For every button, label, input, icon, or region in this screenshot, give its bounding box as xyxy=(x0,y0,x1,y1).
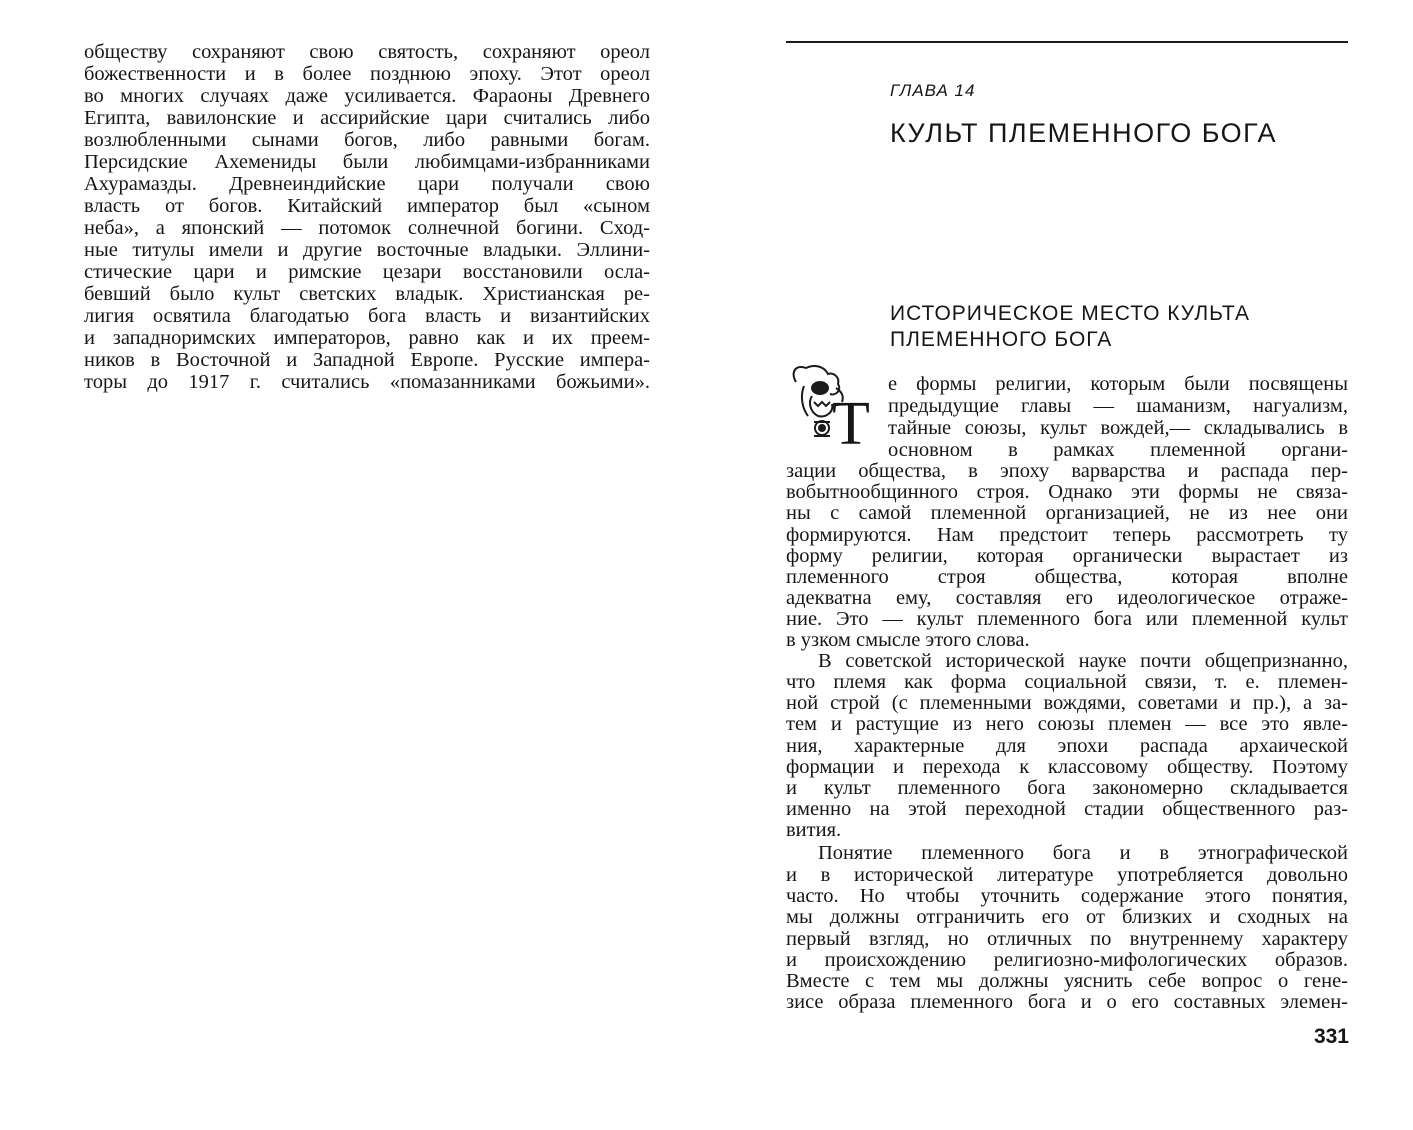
text-line: Понятие племенного бога и в этнографической xyxy=(818,842,1348,864)
text-line: власть от богов. Китайский император был «сыном xyxy=(84,195,650,217)
text-line: ной строй (с племенными вождями, советами и пр.), а за- xyxy=(786,692,1348,714)
decorative-drop-cap xyxy=(784,362,884,450)
text-line: форму религии, которая органически вырастает из xyxy=(786,545,1348,567)
text-line: во многих случаях даже усиливается. Фараоны Древнего xyxy=(84,85,650,107)
text-line: Ахурамазды. Древнеиндийские цари получали свою xyxy=(84,173,650,195)
text-line: Египта, вавилонские и ассирийские цари считались либо xyxy=(84,107,650,129)
text-line: тем и растущие из него союзы племен — все это явле- xyxy=(786,713,1348,735)
text-line: е формы религии, которым были посвящены xyxy=(888,373,1348,395)
text-line: адекватна ему, составляя его идеологическое отраже- xyxy=(786,587,1348,609)
text-line: и культ племенного бога закономерно складывается xyxy=(786,777,1348,799)
text-line: божественности и в более позднюю эпоху. Этот ореол xyxy=(84,63,650,85)
text-line: Вместе с тем мы должны уяснить себе вопрос о гене- xyxy=(786,970,1348,992)
text-line: неба», а японский — потомок солнечной богини. Сход- xyxy=(84,217,650,239)
text-line: мы должны отграничить его от близких и сходных на xyxy=(786,906,1348,928)
text-line: вобытнообщинного строя. Однако эти формы не связа- xyxy=(786,481,1348,503)
right-page xyxy=(706,0,1413,1130)
text-line: первый взгляд, но отличных по внутреннему характеру xyxy=(786,928,1348,950)
text-line: бевший было культ светских владык. Христианская ре- xyxy=(84,283,650,305)
text-line: ния, характерные для эпохи распада архаической xyxy=(786,735,1348,757)
text-line: именно на этой переходной стадии общественного раз- xyxy=(786,798,1348,820)
section-heading-line: ПЛЕМЕННОГО БОГА xyxy=(890,328,1113,351)
text-line: и западноримских императоров, равно как и их преем- xyxy=(84,327,650,349)
text-line: Персидские Ахемениды были любимцами-избранниками xyxy=(84,151,650,173)
text-line: В советской исторической науке почти общепризнанно, xyxy=(818,650,1348,672)
text-line: торы до 1917 г. считались «помазанниками божьими». xyxy=(84,371,650,393)
text-line: ников в Восточной и Западной Европе. Русские импера- xyxy=(84,349,650,371)
text-line: основном в рамках племенной органи- xyxy=(888,439,1348,461)
text-line: что племя как форма социальной связи, т. е. племен- xyxy=(786,671,1348,693)
text-line: формации и перехода к классовому обществу. Поэтому xyxy=(786,756,1348,778)
chapter-label: ГЛАВА 14 xyxy=(890,81,976,100)
chapter-title: КУЛЬТ ПЛЕМЕННОГО БОГА xyxy=(890,118,1277,148)
text-line: тайные союзы, культ вождей,— складывались в xyxy=(888,417,1348,439)
text-line: лигия освятила благодатью бога власть и византийских xyxy=(84,305,650,327)
text-line: зисе образа племенного бога и о его составных элемен- xyxy=(786,991,1348,1013)
left-page xyxy=(0,0,706,1130)
text-line: в узком смысле этого слова. xyxy=(786,629,1030,651)
text-line: вития. xyxy=(786,819,842,841)
section-heading xyxy=(890,301,1250,353)
drop-cap-letter: Т xyxy=(832,390,870,450)
text-line: обществу сохраняют свою святость, сохраняют ореол xyxy=(84,41,650,63)
text-line: формируются. Нам предстоит теперь рассмотреть ту xyxy=(786,524,1348,546)
text-line: и происхождению религиозно-мифологических образов. xyxy=(786,949,1348,971)
top-rule xyxy=(786,41,1348,43)
text-line: и в исторической литературе употребляется довольно xyxy=(786,864,1348,886)
text-line: ние. Это — культ племенного бога или племенной культ xyxy=(786,608,1348,630)
page-number: 331 xyxy=(1313,1025,1349,1048)
text-line: часто. Но чтобы уточнить содержание этого понятия, xyxy=(786,885,1348,907)
text-line: зации общества, в эпоху варварства и распада пер- xyxy=(786,460,1348,482)
text-line: племенного строя общества, которая вполне xyxy=(786,566,1348,588)
text-line: возлюбленными сынами богов, либо равными богам. xyxy=(84,129,650,151)
text-line: стические цари и римские цезари восстановили осла- xyxy=(84,261,650,283)
text-line: ны с самой племенной организацией, не из нее они xyxy=(786,502,1348,524)
section-heading-line: ИСТОРИЧЕСКОЕ МЕСТО КУЛЬТА xyxy=(890,302,1250,325)
text-line: ные титулы имели и другие восточные владыки. Эллини- xyxy=(84,239,650,261)
text-line: предыдущие главы — шаманизм, нагуализм, xyxy=(888,395,1348,417)
